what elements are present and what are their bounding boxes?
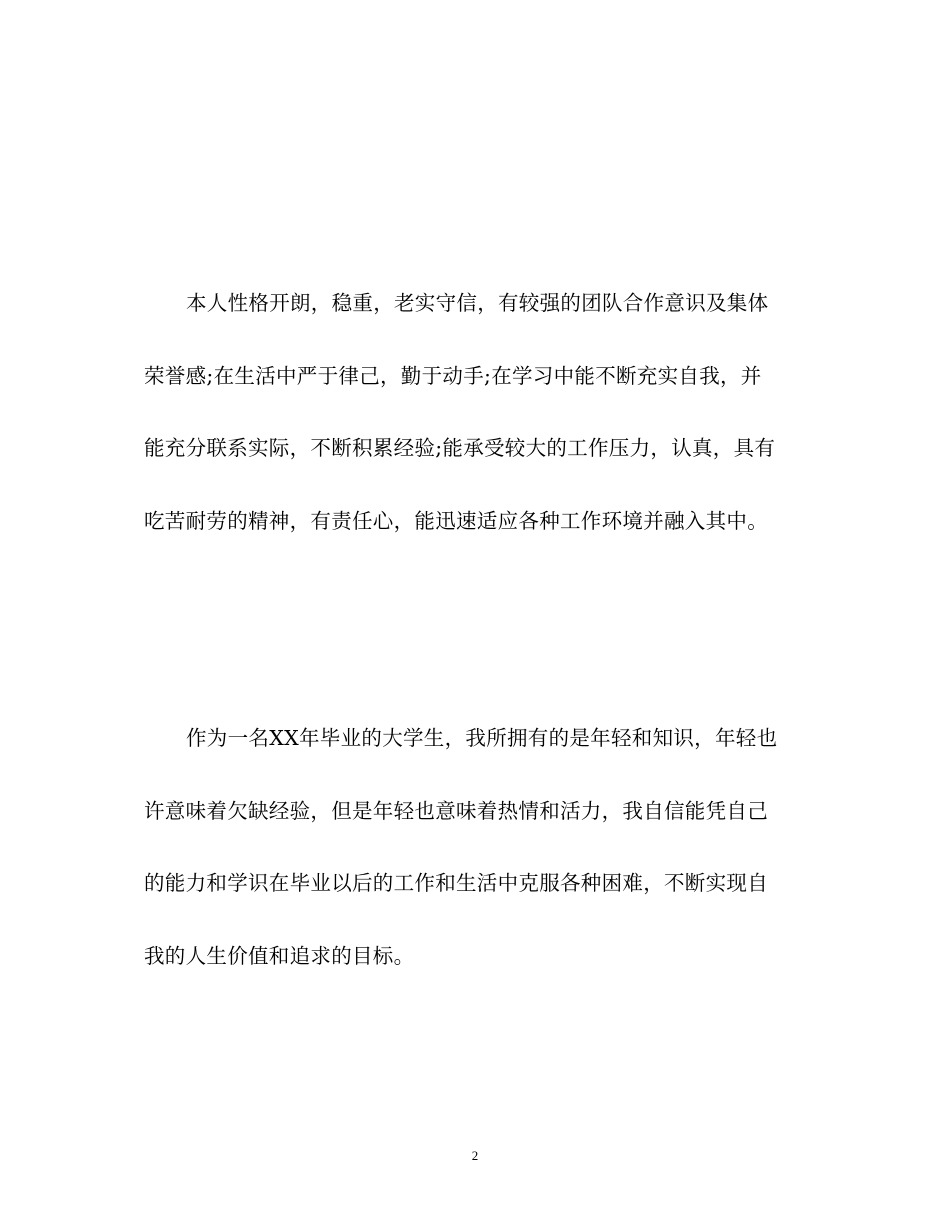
page-number: 2 [471,1148,479,1163]
paragraph-line: 荣誉感;在生活中严于律己，勤于动手;在学习中能不断充实自我，并 [144,363,762,388]
paragraph-line: 吃苦耐劳的精神，有责任心，能迅速适应各种工作环境并融入其中。 [144,508,768,533]
paragraph-graduate [144,720,814,1010]
paragraph-line: 我的人生价值和追求的目标。 [144,943,415,968]
paragraph-line: 的能力和学识在毕业以后的工作和生活中克服各种困难，不断实现自 [144,871,768,895]
paragraph-line: 本人性格开朗，稳重，老实守信，有较强的团队合作意识及集体 [186,291,769,315]
paragraph-personality [144,285,814,575]
paragraph-line: 许意味着欠缺经验，但是年轻也意味着热情和活力，我自信能凭自己 [144,798,768,823]
paragraph-line: 能充分联系实际，不断积累经验;能承受较大的工作压力，认真，具有 [144,436,776,460]
paragraph-line: 作为一名XX年毕业的大学生，我所拥有的是年轻和知识，年轻也 [186,726,778,750]
